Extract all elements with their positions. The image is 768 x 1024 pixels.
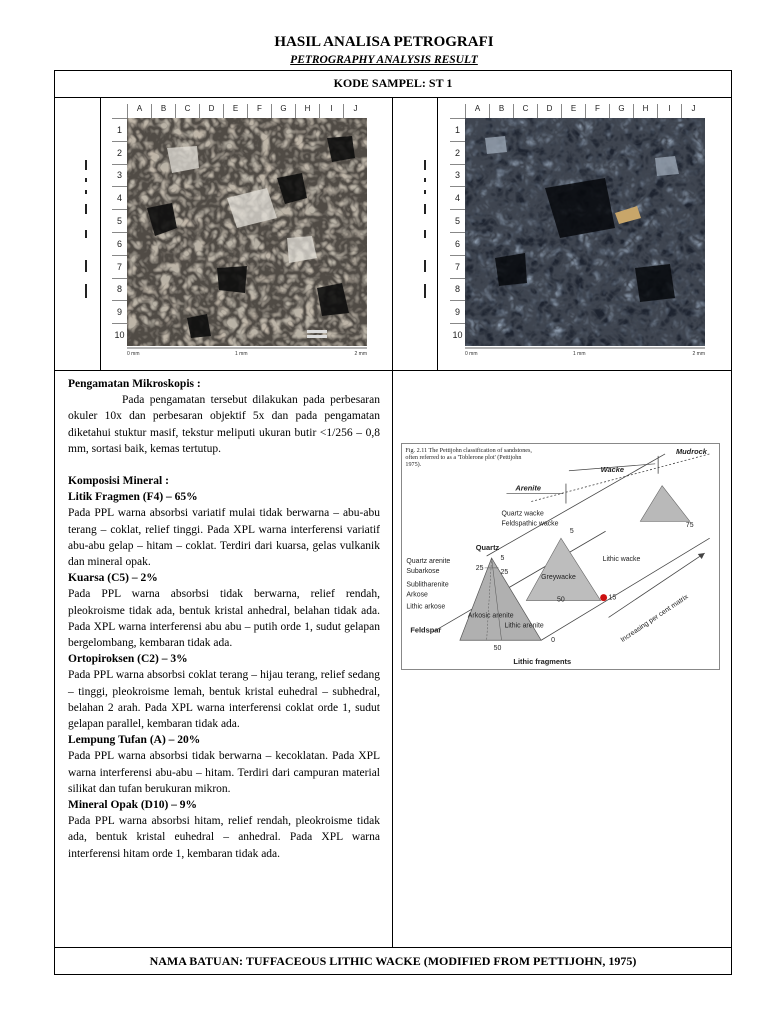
divider: [54, 370, 732, 371]
label-lithic-arenite: Lithic arenite: [504, 622, 544, 630]
observation-text: Pada pengamatan tersebut dilakukan pada perbesaran okuler 10x dan perbesaran objektif 5x dan pada pengamatan diketahui stuktur masif, tekstur meliputi ukuran butir <1/256 – 0,8 mm, sortasi baik, kemas tertutup.: [68, 394, 380, 455]
observation-heading: Pengamatan Mikroskopis :: [68, 378, 201, 390]
tick-25: 25: [500, 568, 509, 576]
column-divider: [437, 97, 438, 370]
label-lithic-fragments: Lithic fragments: [513, 657, 572, 667]
divider: [54, 97, 732, 98]
tick-15: 15: [608, 594, 617, 602]
grid-rows: 1 2 3 4 5 6 7 8 9 10: [112, 118, 127, 346]
column-divider: [392, 97, 393, 947]
xpl-photo: [465, 118, 705, 346]
tick-50: 50: [557, 596, 565, 604]
description-column: [68, 376, 380, 862]
mineral-name: Lempung Tufan (A) – 20%: [68, 734, 201, 747]
mineral-desc: Pada PPL warna absorbsi coklat terang – hijau terang, relief sedang – tinggi, pleokroisme lemah, bentuk kristal euhedral – subhedral, belahan 2 arah. Pada XPL warna interferensi coklat orde 1, sudut gelapan parallel, kembaran tidak ada.: [68, 669, 380, 731]
diagram-caption: Fig. 2.11 The Pettijohn classification of sandstones, often referred to as a 'Toblerone plot' (Pettijohn 1975).: [405, 446, 532, 469]
ppl-micrograph: [112, 104, 380, 358]
sample-plot-marker: [600, 594, 607, 601]
label-lithic-wacke: Lithic wacke: [602, 555, 641, 563]
label-greywacke: Greywacke: [541, 573, 576, 581]
label-quartz-arenite: Quartz arenite: [406, 557, 451, 565]
label-feldspathic-wacke: Feldspathic wacke: [501, 520, 559, 528]
ppl-photo: [127, 118, 367, 346]
label-wacke: Wacke: [600, 464, 625, 474]
mineral-desc: Pada PPL warna absorbsi tidak berwarna – kecoklatan. Pada XPL warna interferensi abu-abu – hitam. Terdiri dari campuran material silikat dan tufan berukuran mikron.: [68, 750, 380, 795]
label-feldspar: Feldspar: [410, 625, 442, 635]
label-subarkose: Subarkose: [406, 567, 440, 575]
label-quartz-wacke: Quartz wacke: [501, 510, 544, 518]
grid-columns: A B C D E F G H I J: [465, 104, 705, 118]
scale-bar: 0 mm 1 mm 2 mm: [465, 351, 705, 357]
sample-code: KODE SAMPEL: ST 1: [333, 76, 453, 90]
side-label-xpl: [415, 160, 435, 313]
tick-5: 5: [500, 554, 505, 562]
label-quartz: Quartz: [475, 543, 500, 553]
mineral-name: Ortopiroksen (C2) – 3%: [68, 653, 188, 666]
composition-heading: Komposisi Mineral :: [68, 475, 169, 488]
mineral-name: Kuarsa (C5) – 2%: [68, 572, 158, 585]
label-arenite: Arenite: [515, 483, 541, 493]
side-label-ppl: [76, 160, 96, 313]
tick-50: 50: [493, 645, 502, 653]
pettijohn-svg: [402, 444, 719, 669]
label-arkosic-arenite: Arkosic arenite: [467, 612, 514, 620]
pettijohn-diagram: [401, 443, 720, 670]
column-divider: [100, 97, 101, 370]
label-arkose: Arkose: [406, 591, 428, 599]
label-lithic-arkose: Lithic arkose: [406, 603, 446, 611]
mineral-name: Mineral Opak (D10) – 9%: [68, 799, 198, 812]
tick-75: 75: [685, 522, 694, 530]
label-sublitharenite: Sublitharenite: [406, 581, 449, 589]
grid-columns: A B C D E F G H I J: [127, 104, 367, 118]
page-title: HASIL ANALISA PETROGRAFI: [274, 34, 494, 50]
divider: [54, 947, 732, 948]
grid-rows: 1 2 3 4 5 6 7 8 9 10: [450, 118, 465, 346]
mineral-name: Litik Fragmen (F4) – 65%: [68, 491, 198, 504]
tick-25: 25: [475, 564, 484, 572]
tick-0: 0: [551, 637, 555, 645]
label-matrix-axis: Increasing per cent matrix: [619, 593, 690, 644]
mineral-desc: Pada PPL warna absorbsi tidak berwarna, relief rendah, pleokroisme tidak ada, bentuk kristal anhedral, belahan tidak ada. Pada XPL warna interferensi abu abu – putih orde 1, sudut gelapan bergelombang, kembaran tidak ada.: [68, 588, 380, 650]
mineral-desc: Pada PPL warna absorbsi hitam, relief rendah, pleokroisme tidak ada, bentuk kristal euhedral – anhedral. Pada XPL warna interferensi hitam orde 1, kembaran tidak ada.: [68, 815, 380, 860]
mineral-desc: Pada PPL warna absorbsi variatif mulai tidak berwarna – abu-abu terang – coklat, relief tinggi. Pada XPL warna interferensi variatif abu-abu gelap – hitam – coklat. Terdiri dari kuarsa, gelas vulkanik dan mineral opak.: [68, 507, 380, 569]
xpl-micrograph: [450, 104, 720, 358]
tick-5: 5: [569, 528, 574, 536]
label-mudrock: Mudrock: [675, 446, 707, 456]
scale-bar: 0 mm 1 mm 2 mm: [127, 351, 367, 357]
page-subtitle: PETROGRAPHY ANALYSIS RESULT: [290, 54, 478, 66]
rock-name: NAMA BATUAN: TUFFACEOUS LITHIC WACKE (MODIFIED FROM PETTIJOHN, 1975): [149, 954, 637, 968]
